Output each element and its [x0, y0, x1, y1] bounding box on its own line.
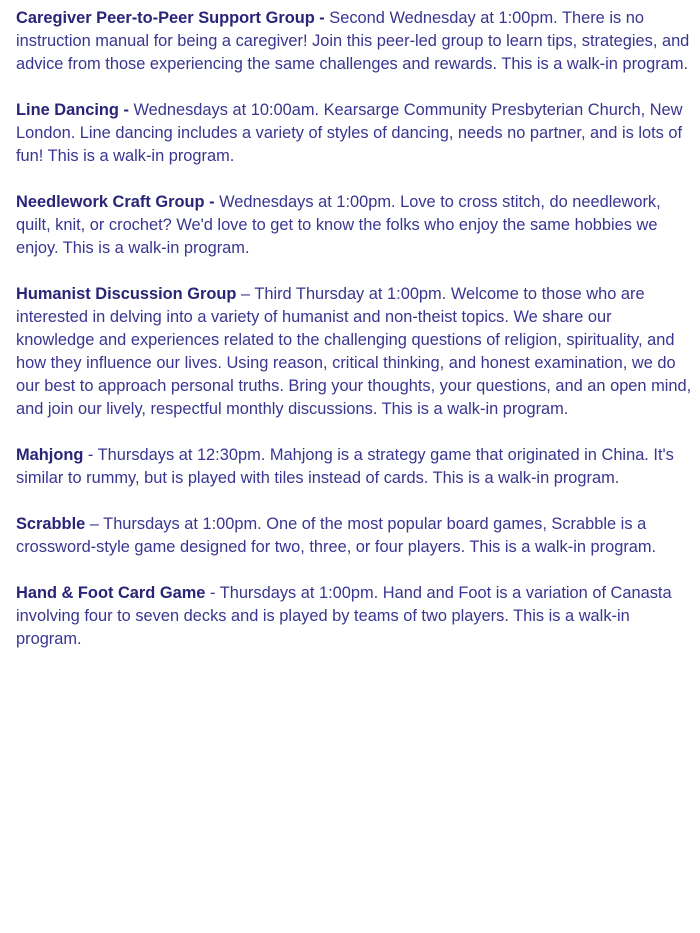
program-entry-hand-foot	[16, 582, 692, 651]
program-title: Scrabble	[16, 515, 86, 533]
program-entry-caregiver	[16, 7, 692, 76]
program-title: Mahjong	[16, 446, 84, 464]
program-entry-humanist	[16, 283, 692, 421]
program-description: – Third Thursday at 1:00pm. Welcome to those who are interested in delving into a variety of humanist and non-theist topics. We share our knowledge and experiences related to the challenging questions of religion, spirituality, and how they influence our lives. Using reason, critical thinking, and honest examination, we do our best to approach personal truths. Bring your thoughts, your questions, and an open mind, and join our lively, respectful monthly discussions. This is a walk-in program.	[16, 285, 692, 418]
program-entry-mahjong	[16, 444, 692, 490]
program-entry-line-dancing	[16, 99, 692, 168]
program-title: Needlework Craft Group -	[16, 193, 215, 211]
program-title: Line Dancing -	[16, 101, 129, 119]
program-description: Wednesdays at 1:00pm. Love to cross stitch, do needlework, quilt, knit, or crochet? We'd love to get to know the folks who enjoy the same hobbies we enjoy. This is a walk-in program.	[16, 193, 661, 257]
program-description: Second Wednesday at 1:00pm. There is no instruction manual for being a caregiver! Join this peer-led group to learn tips, strategies, and advice from those experiencing the same challenges and rewards. This is a walk-in program.	[16, 9, 690, 73]
program-description: - Thursdays at 12:30pm. Mahjong is a strategy game that originated in China. It's similar to rummy, but is played with tiles instead of cards. This is a walk-in program.	[16, 446, 674, 487]
program-description: Wednesdays at 10:00am. Kearsarge Community Presbyterian Church, New London. Line dancing includes a variety of styles of dancing, needs no partner, and is lots of fun! This is a walk-in program.	[16, 101, 683, 165]
program-description: – Thursdays at 1:00pm. One of the most popular board games, Scrabble is a crossword-style game designed for two, three, or four players. This is a walk-in program.	[16, 515, 657, 556]
program-title: Hand & Foot Card Game	[16, 584, 206, 602]
program-title: Humanist Discussion Group	[16, 285, 237, 303]
program-entry-scrabble	[16, 513, 692, 559]
program-description: - Thursdays at 1:00pm. Hand and Foot is a variation of Canasta involving four to seven decks and is played by teams of two players. This is a walk-in program.	[16, 584, 672, 648]
program-entry-needlework	[16, 191, 692, 260]
program-title: Caregiver Peer-to-Peer Support Group -	[16, 9, 325, 27]
